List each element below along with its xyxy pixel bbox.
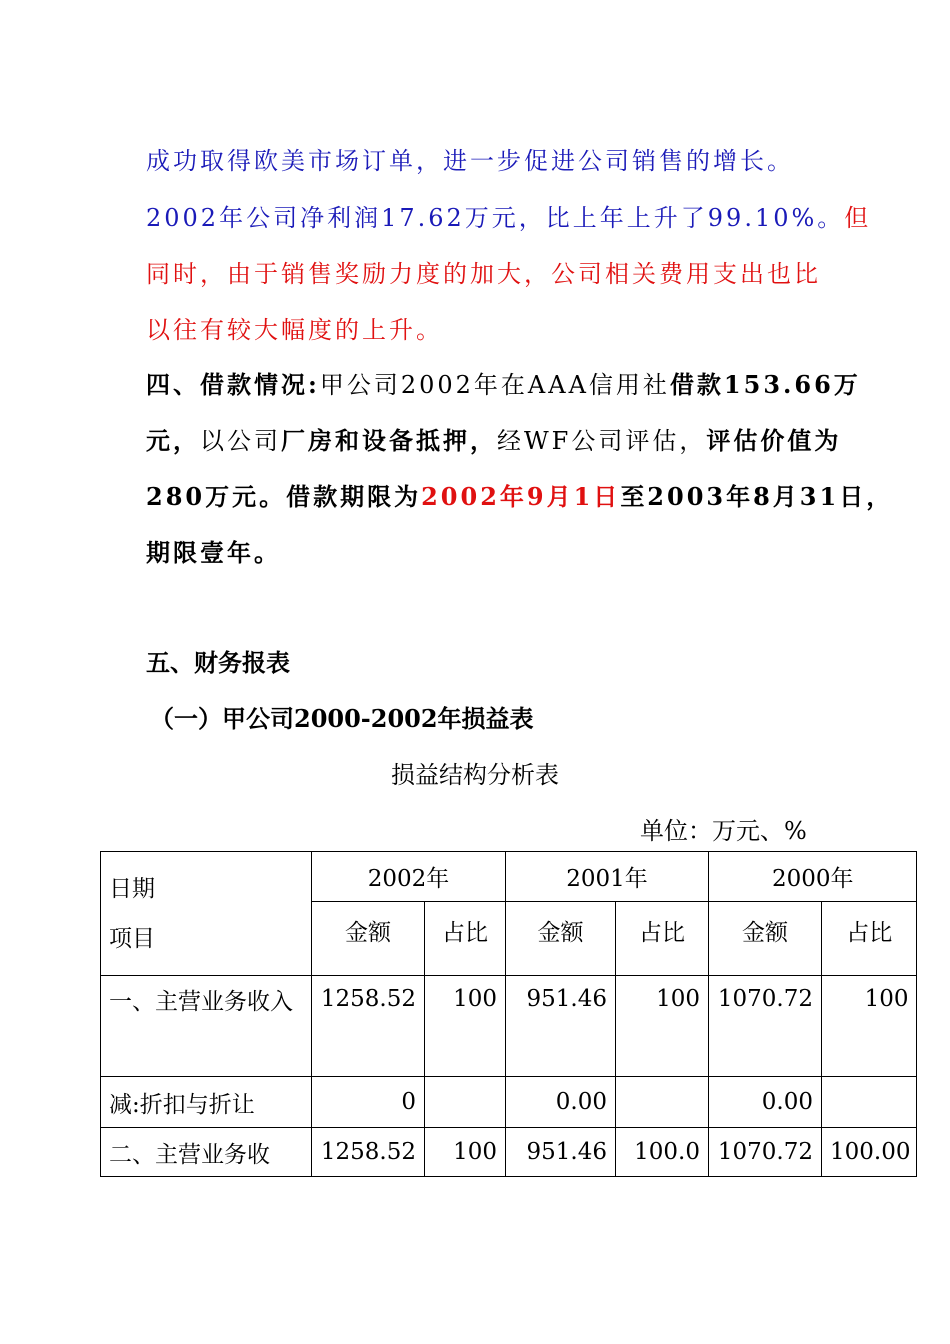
row-cell: 0: [312, 1077, 425, 1128]
table-row: [101, 976, 917, 1077]
amount-header: 金额: [506, 902, 616, 976]
row-cell: [425, 1077, 506, 1128]
row-cell: 951.46: [506, 976, 616, 1077]
loan-line-2: [146, 426, 841, 456]
corner-cell: [101, 852, 312, 976]
paragraph-line-1: 成功取得欧美市场订单，进一步促进公司销售的增长。: [146, 147, 794, 175]
loan-value-label: 评估价值为: [706, 426, 842, 455]
corner-item-label: 项目: [109, 925, 155, 952]
loan-heading: 四、借款情况:: [146, 370, 320, 399]
row-cell: 100.0: [616, 1128, 709, 1177]
year-header-2000: 2000年: [709, 852, 917, 902]
loan-line-3: [146, 482, 893, 512]
amount-header: 金额: [312, 902, 425, 976]
row-cell: 100.00: [822, 1128, 917, 1177]
loan-text-yuan: 元，: [146, 426, 200, 455]
income-table: [100, 851, 917, 1177]
loan-term-label: 280万元。借款期限为: [146, 482, 422, 511]
paragraph-line-4: 以往有较大幅度的上升。: [146, 316, 443, 344]
section-subtitle: （一）甲公司2000-2002年损益表: [150, 704, 534, 733]
table-row: [101, 1077, 917, 1128]
row-cell: 100: [822, 976, 917, 1077]
row-label: 减:折扣与折让: [101, 1077, 312, 1128]
row-cell: [616, 1077, 709, 1128]
loan-collateral: 厂房和设备抵押，: [281, 426, 497, 455]
ratio-header: 占比: [822, 902, 917, 976]
year-header-2001: 2001年: [506, 852, 709, 902]
row-cell: [822, 1077, 917, 1128]
table-row: [101, 1128, 917, 1177]
row-cell: 1258.52: [312, 1128, 425, 1177]
row-label: 二、主营业务收: [101, 1128, 312, 1177]
but-text: 但: [844, 204, 872, 232]
loan-line-4: 期限壹年。: [146, 538, 281, 567]
profit-text: 2002年公司净利润17.62万元，比上年上升了99.10%。: [146, 204, 845, 232]
row-cell: 100: [425, 1128, 506, 1177]
loan-appraisal: 经WF公司评估，: [497, 427, 707, 455]
loan-end-date: 至2003年8月31日，: [620, 482, 894, 511]
row-cell: 100: [425, 976, 506, 1077]
loan-text-company: 以公司: [200, 427, 281, 455]
row-cell: 1258.52: [312, 976, 425, 1077]
row-cell: 0.00: [709, 1077, 822, 1128]
section-title: 五、财务报表: [146, 648, 290, 677]
unit-label: 单位：万元、%: [640, 817, 807, 845]
row-cell: 1070.72: [709, 1128, 822, 1177]
row-cell: 0.00: [506, 1077, 616, 1128]
year-header-2002: 2002年: [312, 852, 506, 902]
corner-date-label: 日期: [109, 875, 155, 902]
loan-line-1: [146, 370, 861, 400]
paragraph-line-2: [146, 203, 871, 233]
loan-amount: 借款153.66万: [669, 370, 861, 399]
loan-text-a: 甲公司2002年在AAA信用社: [319, 371, 670, 399]
row-label: 一、主营业务收入: [101, 976, 312, 1077]
row-cell: 100: [616, 976, 709, 1077]
amount-header: 金额: [709, 902, 822, 976]
loan-start-date: 2002年9月1日: [421, 482, 621, 511]
row-cell: 1070.72: [709, 976, 822, 1077]
paragraph-line-3: 同时，由于销售奖励力度的加大，公司相关费用支出也比: [146, 260, 821, 288]
row-cell: 951.46: [506, 1128, 616, 1177]
ratio-header: 占比: [616, 902, 709, 976]
ratio-header: 占比: [425, 902, 506, 976]
table-title: 损益结构分析表: [391, 761, 559, 789]
